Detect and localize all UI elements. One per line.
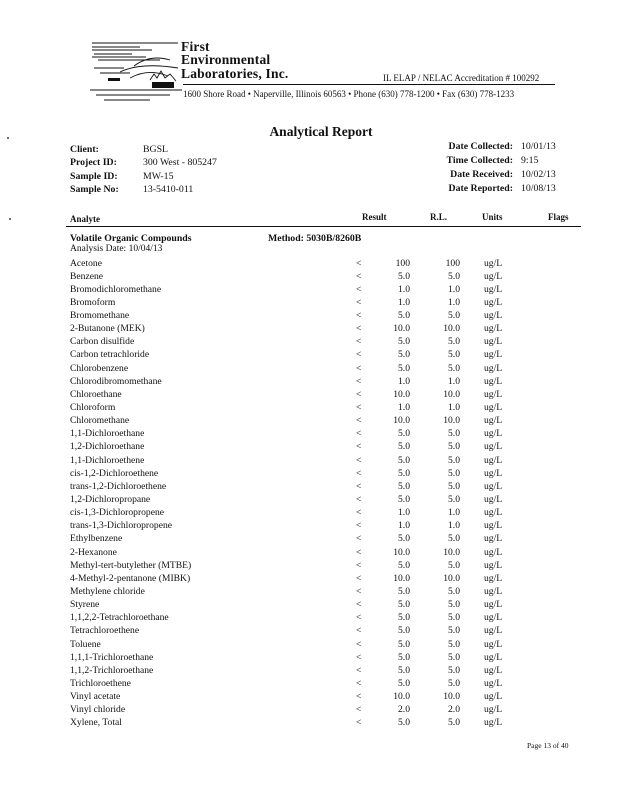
table-row [0,677,642,690]
rl-cell: 5.0 [448,586,460,598]
qualifier-cell: < [356,375,362,387]
rl-cell: 5.0 [448,559,460,571]
rl-cell: 10.0 [443,388,460,400]
table-row [0,519,642,532]
analyte-cell: Benzene [70,270,104,282]
units-cell: ug/L [484,336,503,348]
table-row [0,598,642,611]
qualifier-cell: < [356,441,362,453]
table-row [0,506,642,519]
table-row [0,270,642,283]
rl-cell: 2.0 [448,704,460,716]
analyte-cell: Methyl-tert-butylether (MTBE) [70,559,192,571]
result-cell: 5.0 [398,349,410,361]
units-cell: ug/L [484,362,503,374]
project-id-label: Project ID: [70,157,117,168]
col-header-rl: R.L. [430,212,448,222]
result-cell: 5.0 [398,638,410,650]
client-label: Client: [70,144,99,155]
units-cell: ug/L [484,454,503,466]
result-cell: 5.0 [398,625,410,637]
table-row [0,493,642,506]
table-row [0,532,642,545]
rl-cell: 10.0 [443,323,460,335]
qualifier-cell: < [356,533,362,545]
qualifier-cell: < [356,310,362,322]
client-value: BGSL [143,144,169,155]
qualifier-cell: < [356,283,362,295]
table-row [0,322,642,335]
analyte-cell: 1,1-Dichloroethene [70,454,145,466]
units-cell: ug/L [484,559,503,571]
qualifier-cell: < [356,296,362,308]
analyte-cell: 1,2-Dichloroethane [70,441,145,453]
rl-cell: 5.0 [448,717,460,729]
units-cell: ug/L [484,480,503,492]
analyte-cell: Bromodichloromethane [70,283,162,295]
table-row [0,296,642,309]
qualifier-cell: < [356,651,362,663]
table-row [0,440,642,453]
units-cell: ug/L [484,691,503,703]
result-cell: 5.0 [398,336,410,348]
rl-cell: 5.0 [448,638,460,650]
rl-cell: 1.0 [448,375,460,387]
date-collected-label: Date Collected: [448,141,513,152]
result-cell: 5.0 [398,651,410,663]
result-cell: 5.0 [398,362,410,374]
qualifier-cell: < [356,717,362,729]
table-row [0,454,642,467]
result-cell: 5.0 [398,559,410,571]
units-cell: ug/L [484,704,503,716]
result-cell: 5.0 [398,612,410,624]
analyte-cell: Toluene [70,638,101,650]
result-cell: 1.0 [398,402,410,414]
analyte-cell: Vinyl chloride [70,704,126,716]
result-cell: 1.0 [398,507,410,519]
table-row [0,348,642,361]
qualifier-cell: < [356,704,362,716]
qualifier-cell: < [356,586,362,598]
page-number: Page 13 of 40 [527,741,569,750]
table-row [0,309,642,322]
result-cell: 10.0 [393,323,410,335]
analyte-cell: Bromomethane [70,310,130,322]
qualifier-cell: < [356,388,362,400]
lab-name-line2: Environmental [181,52,271,67]
rl-cell: 100 [445,257,460,269]
units-cell: ug/L [484,507,503,519]
analyte-cell: Xylene, Total [70,717,122,729]
units-cell: ug/L [484,296,503,308]
rl-cell: 5.0 [448,467,460,479]
table-row [0,480,642,493]
table-row [0,414,642,427]
accreditation: IL ELAP / NELAC Accreditation # 100292 [383,73,540,83]
table-row [0,716,642,729]
result-cell: 5.0 [398,494,410,506]
units-cell: ug/L [484,428,503,440]
lab-address: 1600 Shore Road • Naperville, Illinois 60563 • Phone (630) 778-1200 • Fax (630) 778-1233 [183,89,515,99]
qualifier-cell: < [356,664,362,676]
rl-cell: 5.0 [448,310,460,322]
units-cell: ug/L [484,520,503,532]
units-cell: ug/L [484,257,503,269]
sample-id-value: MW-15 [143,171,174,182]
result-cell: 10.0 [393,546,410,558]
units-cell: ug/L [484,678,503,689]
rl-cell: 10.0 [443,415,460,427]
analyte-cell: 1,2-Dichloropropane [70,494,151,506]
table-row [0,283,642,296]
result-cell: 5.0 [398,454,410,466]
result-cell: 5.0 [398,310,410,322]
analyte-cell: Styrene [70,599,100,611]
qualifier-cell: < [356,428,362,440]
qualifier-cell: < [356,546,362,558]
result-cell: 5.0 [398,270,410,282]
qualifier-cell: < [356,691,362,703]
units-cell: ug/L [484,638,503,650]
analyte-cell: cis-1,3-Dichloropropene [70,507,165,519]
sample-no-value: 13-5410-011 [143,184,194,195]
units-cell: ug/L [484,415,503,427]
result-cell: 5.0 [398,467,410,479]
rl-cell: 5.0 [448,612,460,624]
analyte-cell: cis-1,2-Dichloroethene [70,467,159,479]
rl-cell: 5.0 [448,428,460,440]
rl-cell: 1.0 [448,283,460,295]
result-cell: 1.0 [398,296,410,308]
table-row [0,467,642,480]
analysis-date: Analysis Date: 10/04/13 [70,244,163,254]
table-row [0,546,642,559]
result-cell: 5.0 [398,586,410,598]
scan-speck [7,137,9,139]
qualifier-cell: < [356,349,362,361]
qualifier-cell: < [356,625,362,637]
analyte-cell: trans-1,2-Dichloroethene [70,480,167,492]
date-reported-value: 10/08/13 [521,183,556,194]
results-table [0,257,642,730]
qualifier-cell: < [356,467,362,479]
qualifier-cell: < [356,336,362,348]
rl-cell: 1.0 [448,507,460,519]
result-cell: 5.0 [398,599,410,611]
analyte-cell: Carbon tetrachloride [70,349,150,361]
units-cell: ug/L [484,375,503,387]
table-row [0,401,642,414]
rl-cell: 1.0 [448,520,460,532]
analyte-cell: Chloroethane [70,388,122,400]
rl-cell: 10.0 [443,546,460,558]
analyte-cell: Chlorodibromomethane [70,375,162,387]
result-cell: 10.0 [393,691,410,703]
rl-cell: 5.0 [448,480,460,492]
analyte-cell: Acetone [70,257,102,269]
units-cell: ug/L [484,388,503,400]
rl-cell: 5.0 [448,362,460,374]
units-cell: ug/L [484,323,503,335]
col-header-analyte: Analyte [70,214,100,224]
table-row [0,664,642,677]
analyte-cell: Trichloroethene [70,678,131,689]
lab-name-line3: Laboratories, Inc. [181,66,289,81]
analyte-cell: Carbon disulfide [70,336,135,348]
scan-speck [9,218,11,220]
analyte-cell: trans-1,3-Dichloropropene [70,520,173,532]
units-cell: ug/L [484,612,503,624]
table-row [0,572,642,585]
analyte-cell: Chloroform [70,402,116,414]
result-cell: 5.0 [398,441,410,453]
table-header-divider [66,226,581,227]
table-row [0,257,642,270]
result-cell: 1.0 [398,520,410,532]
rl-cell: 5.0 [448,336,460,348]
result-cell: 5.0 [398,428,410,440]
result-cell: 5.0 [398,480,410,492]
qualifier-cell: < [356,323,362,335]
analyte-cell: Vinyl acetate [70,691,121,703]
result-cell: 100 [395,257,410,269]
units-cell: ug/L [484,283,503,295]
rl-cell: 5.0 [448,625,460,637]
result-cell: 10.0 [393,388,410,400]
date-collected-value: 10/01/13 [521,141,556,152]
table-row [0,388,642,401]
units-cell: ug/L [484,533,503,545]
table-row [0,335,642,348]
rl-cell: 1.0 [448,402,460,414]
table-row [0,638,642,651]
result-cell: 10.0 [393,415,410,427]
analyte-cell: Chlorobenzene [70,362,129,374]
units-cell: ug/L [484,546,503,558]
qualifier-cell: < [356,454,362,466]
rl-cell: 10.0 [443,691,460,703]
analyte-cell: Tetrachloroethene [70,625,140,637]
qualifier-cell: < [356,402,362,414]
col-header-flags: Flags [548,212,569,222]
rl-cell: 5.0 [448,678,460,689]
project-id-value: 300 West - 805247 [143,157,217,168]
analyte-cell: Methylene chloride [70,586,145,598]
result-cell: 5.0 [398,717,410,729]
result-cell: 1.0 [398,283,410,295]
units-cell: ug/L [484,599,503,611]
units-cell: ug/L [484,651,503,663]
section-name: Volatile Organic Compounds [70,233,192,244]
method: Method: 5030B/8260B [268,233,362,244]
rl-cell: 5.0 [448,664,460,676]
units-cell: ug/L [484,625,503,637]
col-header-units: Units [482,212,503,222]
table-row [0,427,642,440]
rl-cell: 5.0 [448,270,460,282]
analyte-cell: 1,1,2,2-Tetrachloroethane [70,612,169,624]
units-cell: ug/L [484,310,503,322]
rl-cell: 5.0 [448,599,460,611]
qualifier-cell: < [356,572,362,584]
table-row [0,375,642,388]
rl-cell: 5.0 [448,651,460,663]
analyte-cell: Ethylbenzene [70,533,123,545]
qualifier-cell: < [356,559,362,571]
rl-cell: 5.0 [448,533,460,545]
rl-cell: 1.0 [448,296,460,308]
rl-cell: 5.0 [448,349,460,361]
header-divider [183,84,555,85]
analyte-cell: 2-Butanone (MEK) [70,323,145,335]
qualifier-cell: < [356,507,362,519]
units-cell: ug/L [484,402,503,414]
qualifier-cell: < [356,257,362,269]
rl-cell: 5.0 [448,494,460,506]
rl-cell: 5.0 [448,441,460,453]
analyte-cell: 4-Methyl-2-pentanone (MIBK) [70,572,191,584]
analyte-cell: 2-Hexanone [70,546,117,558]
units-cell: ug/L [484,572,503,584]
time-collected-value: 9:15 [521,155,539,166]
units-cell: ug/L [484,494,503,506]
result-cell: 2.0 [398,704,410,716]
qualifier-cell: < [356,415,362,427]
result-cell: 5.0 [398,678,410,689]
analyte-cell: Bromoform [70,296,116,308]
qualifier-cell: < [356,612,362,624]
table-row [0,651,642,664]
units-cell: ug/L [484,467,503,479]
units-cell: ug/L [484,270,503,282]
lab-name-line1: First [181,39,210,54]
date-reported-label: Date Reported: [448,183,513,194]
result-cell: 1.0 [398,375,410,387]
result-cell: 10.0 [393,572,410,584]
sample-id-label: Sample ID: [70,171,118,182]
table-row [0,611,642,624]
units-cell: ug/L [484,664,503,676]
rl-cell: 10.0 [443,572,460,584]
qualifier-cell: < [356,599,362,611]
lab-logo-icon [90,38,182,110]
qualifier-cell: < [356,362,362,374]
result-cell: 5.0 [398,533,410,545]
analyte-cell: Chloromethane [70,415,130,427]
date-received-label: Date Received: [450,169,513,180]
qualifier-cell: < [356,638,362,650]
table-row [0,362,642,375]
table-row [0,624,642,637]
time-collected-label: Time Collected: [446,155,513,166]
qualifier-cell: < [356,270,362,282]
units-cell: ug/L [484,349,503,361]
table-row [0,559,642,572]
col-header-result: Result [362,212,387,222]
units-cell: ug/L [484,586,503,598]
qualifier-cell: < [356,494,362,506]
qualifier-cell: < [356,520,362,532]
analyte-cell: 1,1,1-Trichloroethane [70,651,154,663]
date-received-value: 10/02/13 [521,169,556,180]
analyte-cell: 1,1-Dichloroethane [70,428,145,440]
qualifier-cell: < [356,678,362,689]
qualifier-cell: < [356,480,362,492]
table-row [0,690,642,703]
analyte-cell: 1,1,2-Trichloroethane [70,664,154,676]
rl-cell: 5.0 [448,454,460,466]
table-row [0,585,642,598]
units-cell: ug/L [484,441,503,453]
result-cell: 5.0 [398,664,410,676]
report-title: Analytical Report [269,124,373,139]
sample-no-label: Sample No: [70,184,119,195]
table-row [0,703,642,716]
units-cell: ug/L [484,717,503,729]
